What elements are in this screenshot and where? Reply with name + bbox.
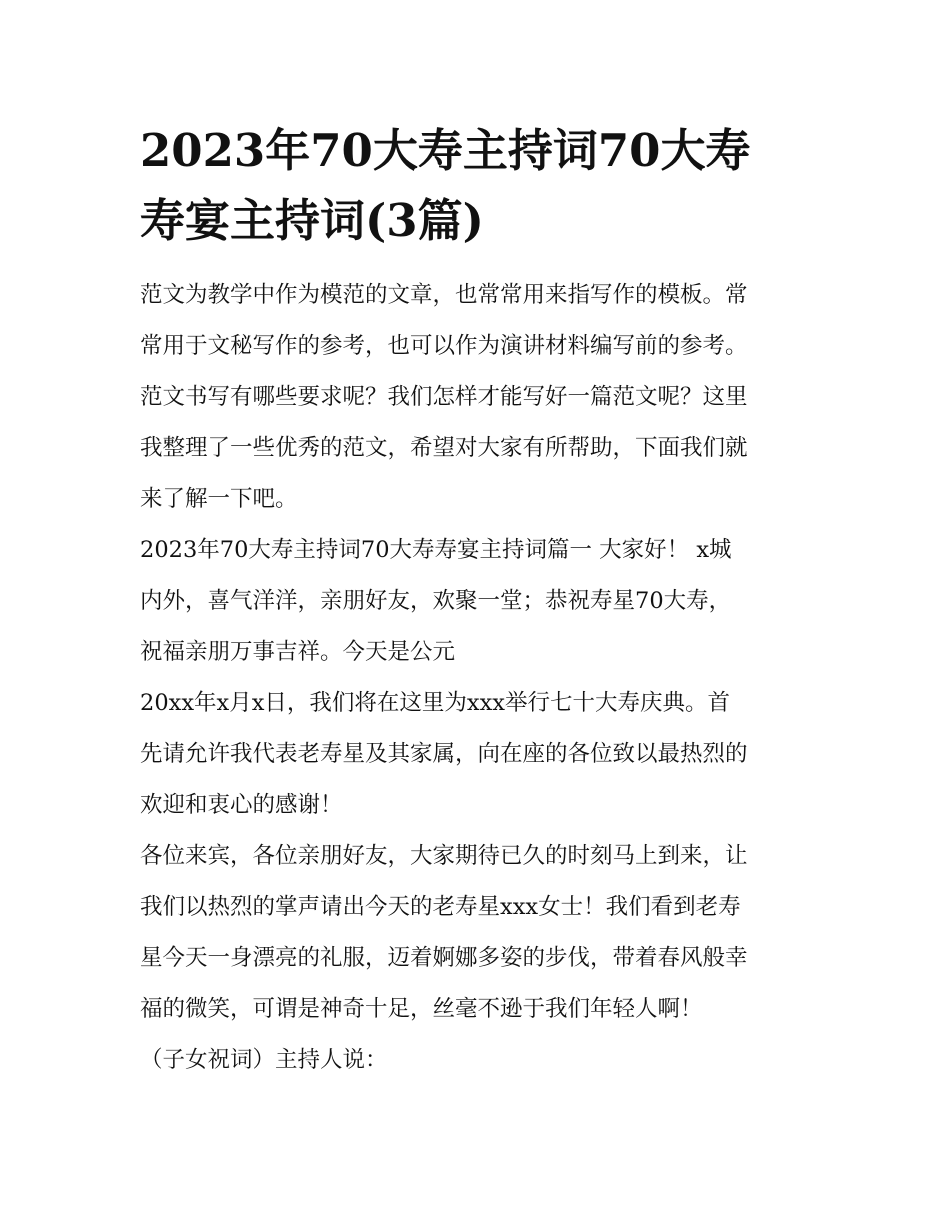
- title-line: 2023年70大寿主持词70大寿: [140, 124, 751, 177]
- text-line: 福的微笑，可谓是神奇十足，丝毫不逊于我们年轻人啊！: [140, 996, 703, 1022]
- text-line: 范文书写有哪些要求呢？我们怎样才能写好一篇范文呢？这里: [140, 384, 748, 410]
- text-line: 来了解一下吧。: [140, 486, 298, 512]
- text-line: 常用于文秘写作的参考，也可以作为演讲材料编写前的参考。: [140, 333, 748, 359]
- title-line: 寿宴主持词(3篇): [140, 194, 484, 247]
- document-content: [140, 116, 812, 1086]
- text-line: （子女祝词）主持人说：: [140, 1047, 388, 1073]
- document-title: [140, 116, 812, 256]
- text-line: 祝福亲朋万事吉祥。今天是公元: [140, 639, 456, 665]
- paragraph-children-speech: [140, 1035, 812, 1086]
- text-line: 内外，喜气洋洋，亲朋好友，欢聚一堂；恭祝寿星70大寿，: [140, 588, 732, 614]
- document-body: [140, 270, 812, 1086]
- paragraph-intro: [140, 270, 812, 525]
- paragraph-date: [140, 678, 812, 831]
- text-line: 先请允许我代表老寿星及其家属，向在座的各位致以最热烈的: [140, 741, 748, 767]
- text-line: 各位来宾，各位亲朋好友，大家期待已久的时刻马上到来，让: [140, 843, 748, 869]
- text-line: 2023年70大寿主持词70大寿寿宴主持词篇一 大家好！ x城: [140, 537, 732, 563]
- text-line: 欢迎和衷心的感谢！: [140, 792, 343, 818]
- paragraph-guests: [140, 831, 812, 1035]
- paragraph-section-one: [140, 525, 812, 678]
- text-line: 星今天一身漂亮的礼服，迈着婀娜多姿的步伐，带着春风般幸: [140, 945, 748, 971]
- text-line: 我们以热烈的掌声请出今天的老寿星xxx女士！我们看到老寿: [140, 894, 741, 920]
- text-line: 我整理了一些优秀的范文，希望对大家有所帮助，下面我们就: [140, 435, 748, 461]
- text-line: 20xx年x月x日，我们将在这里为xxx举行七十大寿庆典。首: [140, 690, 730, 716]
- text-line: 范文为教学中作为模范的文章，也常常用来指写作的模板。常: [140, 282, 748, 308]
